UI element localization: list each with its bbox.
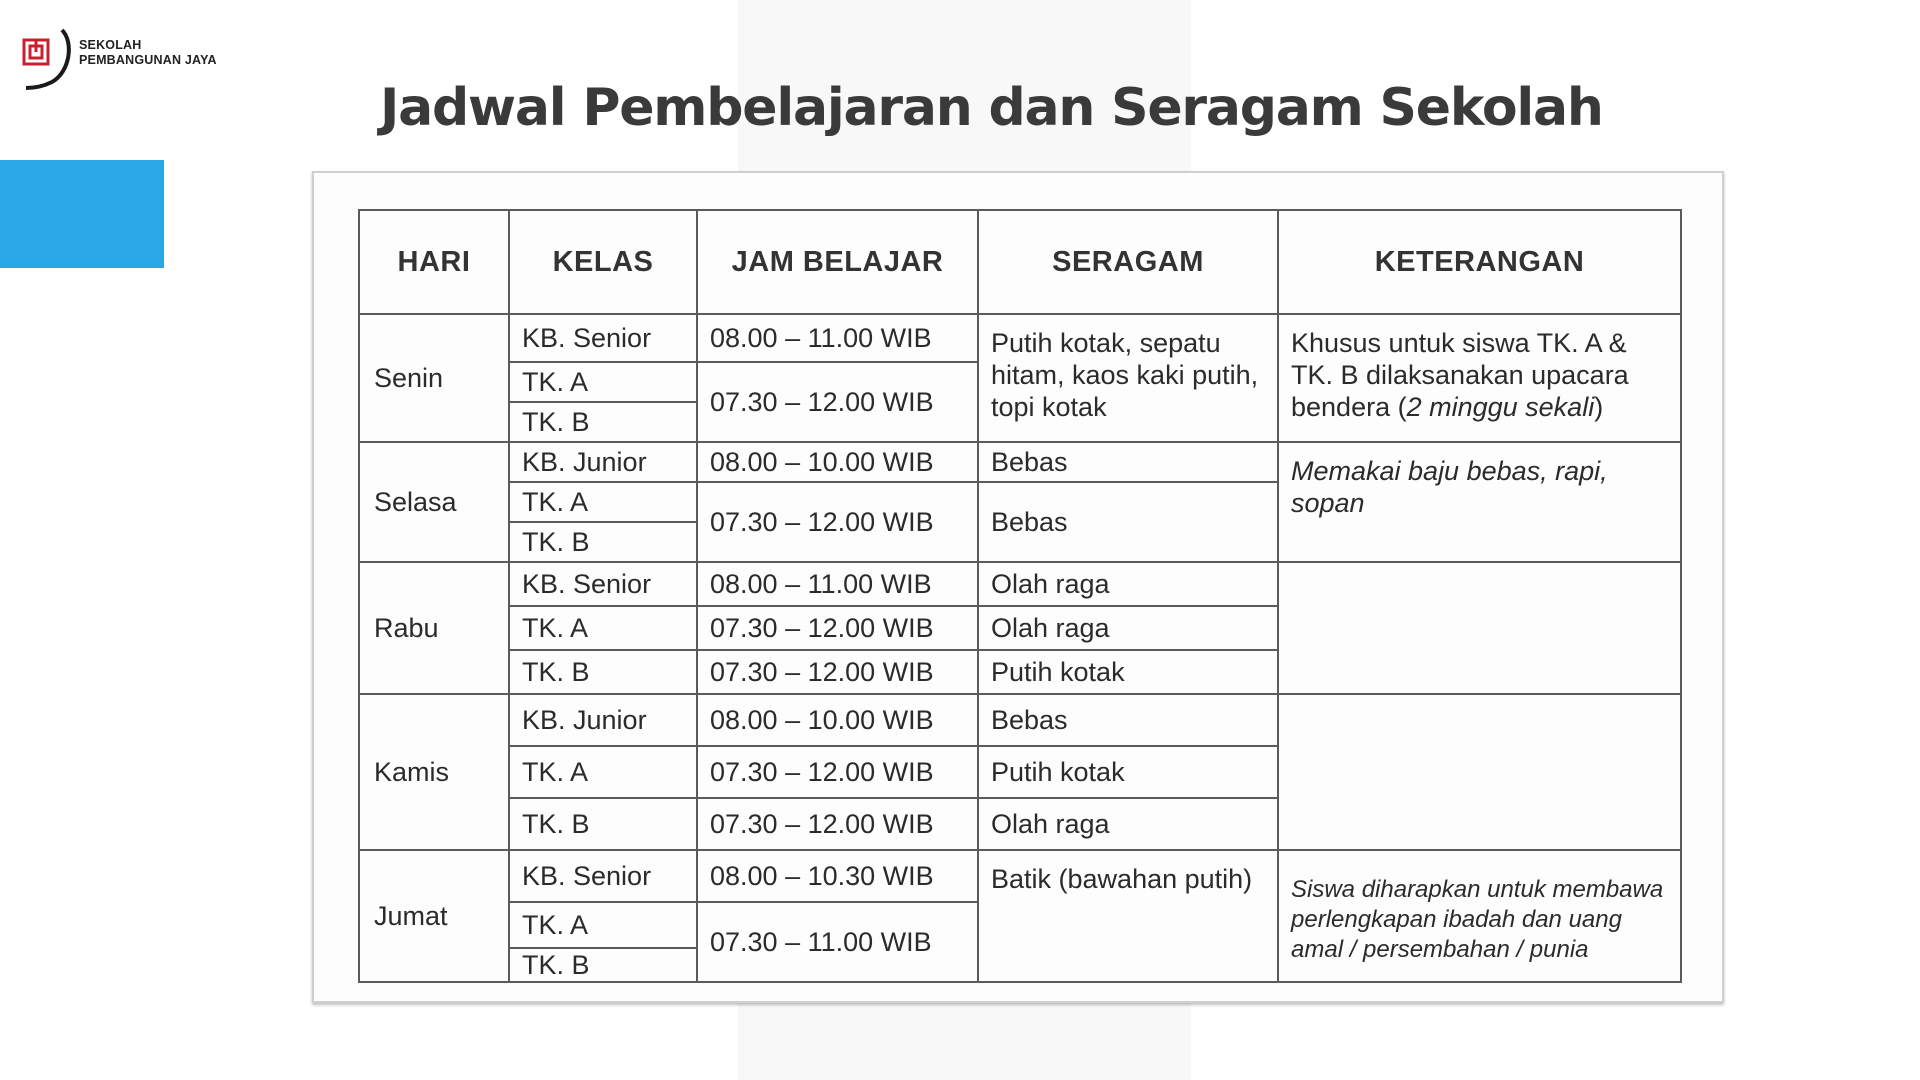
- uniform-cell: Putih kotak: [978, 746, 1278, 798]
- logo-line-2: PEMBANGUNAN JAYA: [79, 53, 217, 67]
- header-hari: HARI: [359, 210, 509, 314]
- uniform-cell: Olah raga: [978, 562, 1278, 606]
- uniform-cell: Bebas: [978, 482, 1278, 562]
- class-cell: TK. A: [509, 606, 697, 650]
- time-cell: 08.00 – 10.00 WIB: [697, 694, 978, 746]
- note-cell: Siswa diharapkan untuk membawa perlengkapan ibadah dan uang amal / persembahan / punia: [1278, 850, 1681, 982]
- header-jam: JAM BELAJAR: [697, 210, 978, 314]
- time-cell: 07.30 – 12.00 WIB: [697, 606, 978, 650]
- logo-line-1: SEKOLAH: [79, 38, 142, 52]
- time-cell: 08.00 – 10.30 WIB: [697, 850, 978, 902]
- uniform-cell: Bebas: [978, 694, 1278, 746]
- class-cell: TK. B: [509, 798, 697, 850]
- class-cell: TK. A: [509, 746, 697, 798]
- class-cell: TK. B: [509, 948, 697, 982]
- uniform-cell: Olah raga: [978, 798, 1278, 850]
- time-cell: 07.30 – 12.00 WIB: [697, 798, 978, 850]
- class-cell: TK. A: [509, 902, 697, 948]
- header-keterangan: KETERANGAN: [1278, 210, 1681, 314]
- accent-block: [0, 160, 164, 268]
- note-cell-empty: [1278, 562, 1681, 694]
- time-cell: 07.30 – 12.00 WIB: [697, 746, 978, 798]
- class-cell: KB. Senior: [509, 850, 697, 902]
- schedule-document: [312, 171, 1724, 1003]
- document-bottom-edge: [314, 991, 1722, 1001]
- table-row: [359, 850, 1681, 902]
- class-cell: TK. A: [509, 362, 697, 402]
- header-row: [359, 210, 1681, 314]
- uniform-cell: Batik (bawahan putih): [978, 850, 1278, 982]
- class-cell: TK. B: [509, 650, 697, 694]
- uniform-cell: Olah raga: [978, 606, 1278, 650]
- schedule-table: [358, 209, 1682, 983]
- page-title: Jadwal Pembelajaran dan Seragam Sekolah: [380, 78, 1603, 138]
- time-cell: 08.00 – 11.00 WIB: [697, 562, 978, 606]
- header-kelas: KELAS: [509, 210, 697, 314]
- school-logo-icon: [22, 28, 76, 92]
- day-cell: Jumat: [359, 850, 509, 982]
- day-cell: Senin: [359, 314, 509, 442]
- time-cell: 07.30 – 12.00 WIB: [697, 362, 978, 442]
- note-cell-empty: [1278, 694, 1681, 850]
- time-cell: 07.30 – 12.00 WIB: [697, 650, 978, 694]
- class-cell: KB. Junior: [509, 442, 697, 482]
- table-row: [359, 562, 1681, 606]
- time-cell: 07.30 – 11.00 WIB: [697, 902, 978, 982]
- note-text-end: ): [1594, 392, 1604, 422]
- day-cell: Selasa: [359, 442, 509, 562]
- note-italic-text: 2 minggu sekali: [1406, 392, 1595, 422]
- time-cell: 08.00 – 11.00 WIB: [697, 314, 978, 362]
- class-cell: KB. Senior: [509, 314, 697, 362]
- note-text: Khusus untuk siswa TK. A & TK. B dilaksanakan upacara bendera (: [1291, 328, 1629, 422]
- logo-text: [79, 38, 217, 68]
- uniform-cell: Bebas: [978, 442, 1278, 482]
- uniform-cell: Putih kotak, sepatu hitam, kaos kaki putih, topi kotak: [978, 314, 1278, 442]
- note-cell: [1278, 314, 1681, 442]
- header-seragam: SERAGAM: [978, 210, 1278, 314]
- class-cell: TK. A: [509, 482, 697, 522]
- day-cell: Kamis: [359, 694, 509, 850]
- table-row: [359, 442, 1681, 482]
- class-cell: KB. Senior: [509, 562, 697, 606]
- time-cell: 08.00 – 10.00 WIB: [697, 442, 978, 482]
- note-cell: Memakai baju bebas, rapi, sopan: [1278, 442, 1681, 562]
- uniform-cell: Putih kotak: [978, 650, 1278, 694]
- class-cell: TK. B: [509, 522, 697, 562]
- time-cell: 07.30 – 12.00 WIB: [697, 482, 978, 562]
- table-row: [359, 694, 1681, 746]
- table-row: [359, 314, 1681, 362]
- school-logo: [22, 28, 262, 92]
- class-cell: TK. B: [509, 402, 697, 442]
- class-cell: KB. Junior: [509, 694, 697, 746]
- day-cell: Rabu: [359, 562, 509, 694]
